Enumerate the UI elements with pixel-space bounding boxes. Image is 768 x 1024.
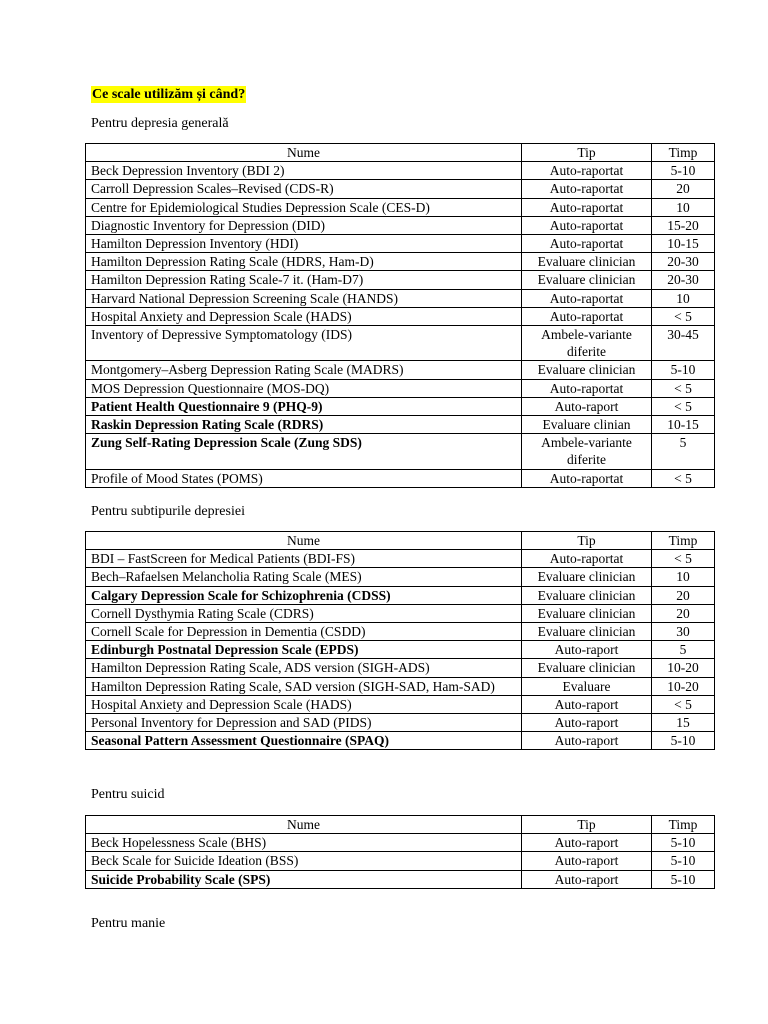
document-title: Ce scale utilizăm și când? <box>92 87 246 102</box>
scale-time-cell: 10-15 <box>652 416 715 434</box>
scale-time-cell: 5-10 <box>652 834 715 852</box>
table-row <box>86 604 715 622</box>
scale-time-cell: 10-20 <box>652 659 715 677</box>
scale-name-cell: BDI – FastScreen for Medical Patients (BDI-FS) <box>86 550 522 568</box>
scale-name-cell: Hamilton Depression Rating Scale, ADS version (SIGH-ADS) <box>86 659 522 677</box>
scale-time-cell: 15 <box>652 714 715 732</box>
section-heading-general-depression: Pentru depresia generală <box>91 116 229 131</box>
scale-name-cell: Inventory of Depressive Symptomatology (IDS) <box>86 326 522 361</box>
scale-time-cell: 5 <box>652 641 715 659</box>
table-row <box>86 162 715 180</box>
table-row <box>86 235 715 253</box>
scale-time-cell: 10-20 <box>652 677 715 695</box>
scale-name-cell: Calgary Depression Scale for Schizophrenia (CDSS) <box>86 586 522 604</box>
scale-name-cell: Diagnostic Inventory for Depression (DID) <box>86 216 522 234</box>
table-depression-subtypes <box>85 531 715 750</box>
column-header-timp: Timp <box>652 816 715 834</box>
table-row <box>86 568 715 586</box>
table-row <box>86 434 715 469</box>
section-heading-mania: Pentru manie <box>91 916 166 931</box>
scale-time-cell: 30 <box>652 623 715 641</box>
scale-time-cell: < 5 <box>652 550 715 568</box>
column-header-name: Nume <box>86 144 522 162</box>
scale-type-cell: Auto-raport <box>522 397 652 415</box>
scale-name-cell: Profile of Mood States (POMS) <box>86 469 522 487</box>
scale-name-cell: Hospital Anxiety and Depression Scale (HADS) <box>86 695 522 713</box>
table-row <box>86 586 715 604</box>
scale-type-cell: Auto-raport <box>522 695 652 713</box>
scale-type-cell: Evaluare clinician <box>522 361 652 379</box>
scale-type-cell: Evaluare clinician <box>522 253 652 271</box>
table-row <box>86 416 715 434</box>
scale-type-cell: Auto-raportat <box>522 289 652 307</box>
scale-time-cell: < 5 <box>652 695 715 713</box>
table-header-row <box>86 144 715 162</box>
scale-name-cell: Hamilton Depression Rating Scale (HDRS, Ham-D) <box>86 253 522 271</box>
column-header-timp: Timp <box>652 144 715 162</box>
scale-name-cell: Seasonal Pattern Assessment Questionnaire (SPAQ) <box>86 732 522 750</box>
table-general-depression <box>85 143 715 488</box>
scale-type-cell: Evaluare clinician <box>522 586 652 604</box>
scale-time-cell: 5 <box>652 434 715 469</box>
column-header-name: Nume <box>86 816 522 834</box>
scale-name-cell: Suicide Probability Scale (SPS) <box>86 870 522 888</box>
scale-name-cell: Beck Depression Inventory (BDI 2) <box>86 162 522 180</box>
scale-type-cell: Auto-raport <box>522 714 652 732</box>
table-header-row <box>86 816 715 834</box>
scale-name-cell: Harvard National Depression Screening Scale (HANDS) <box>86 289 522 307</box>
scale-time-cell: 5-10 <box>652 162 715 180</box>
scale-time-cell: 20-30 <box>652 271 715 289</box>
table-row <box>86 379 715 397</box>
table-row <box>86 677 715 695</box>
scale-type-cell: Auto-raportat <box>522 235 652 253</box>
scale-time-cell: 10 <box>652 289 715 307</box>
scale-name-cell: Carroll Depression Scales–Revised (CDS-R) <box>86 180 522 198</box>
table-suicide <box>85 815 715 889</box>
table-row <box>86 732 715 750</box>
scale-time-cell: 5-10 <box>652 361 715 379</box>
table-row <box>86 216 715 234</box>
scale-type-cell: Evaluare clinician <box>522 568 652 586</box>
table-row <box>86 326 715 361</box>
scale-time-cell: < 5 <box>652 379 715 397</box>
scale-type-cell: Ambele-variante diferite <box>522 434 652 469</box>
scale-type-cell: Auto-raport <box>522 870 652 888</box>
scale-type-cell: Evaluare clinician <box>522 271 652 289</box>
table-row <box>86 289 715 307</box>
table-row <box>86 834 715 852</box>
section-heading-suicide: Pentru suicid <box>91 787 165 802</box>
scale-name-cell: Raskin Depression Rating Scale (RDRS) <box>86 416 522 434</box>
scale-type-cell: Evaluare clinician <box>522 604 652 622</box>
scale-time-cell: 20 <box>652 604 715 622</box>
scale-time-cell: 5-10 <box>652 870 715 888</box>
table-row <box>86 361 715 379</box>
scale-type-cell: Evaluare clinician <box>522 659 652 677</box>
scale-time-cell: 30-45 <box>652 326 715 361</box>
table-row <box>86 198 715 216</box>
scale-type-cell: Evaluare clinician <box>522 623 652 641</box>
table-row <box>86 271 715 289</box>
scale-time-cell: 10 <box>652 568 715 586</box>
scale-time-cell: 5-10 <box>652 852 715 870</box>
scale-type-cell: Auto-raportat <box>522 469 652 487</box>
table-row <box>86 397 715 415</box>
scale-name-cell: Hamilton Depression Inventory (HDI) <box>86 235 522 253</box>
table-row <box>86 469 715 487</box>
column-header-tip: Tip <box>522 816 652 834</box>
scale-name-cell: Bech–Rafaelsen Melancholia Rating Scale (MES) <box>86 568 522 586</box>
scale-time-cell: 20 <box>652 180 715 198</box>
scale-time-cell: 5-10 <box>652 732 715 750</box>
table-row <box>86 659 715 677</box>
scale-name-cell: Edinburgh Postnatal Depression Scale (EPDS) <box>86 641 522 659</box>
scale-time-cell: < 5 <box>652 307 715 325</box>
scale-type-cell: Auto-raportat <box>522 216 652 234</box>
table-row <box>86 253 715 271</box>
scale-name-cell: Hospital Anxiety and Depression Scale (HADS) <box>86 307 522 325</box>
scale-type-cell: Auto-raport <box>522 834 652 852</box>
column-header-name: Nume <box>86 532 522 550</box>
scale-time-cell: < 5 <box>652 469 715 487</box>
scale-name-cell: Beck Hopelessness Scale (BHS) <box>86 834 522 852</box>
column-header-tip: Tip <box>522 144 652 162</box>
scale-type-cell: Evaluare <box>522 677 652 695</box>
column-header-timp: Timp <box>652 532 715 550</box>
scale-name-cell: Patient Health Questionnaire 9 (PHQ-9) <box>86 397 522 415</box>
scale-name-cell: Cornell Dysthymia Rating Scale (CDRS) <box>86 604 522 622</box>
scale-type-cell: Auto-raport <box>522 852 652 870</box>
table-row <box>86 695 715 713</box>
table-row <box>86 550 715 568</box>
table-row <box>86 641 715 659</box>
scale-type-cell: Auto-raport <box>522 641 652 659</box>
section-heading-depression-subtypes: Pentru subtipurile depresiei <box>91 504 245 519</box>
scale-name-cell: MOS Depression Questionnaire (MOS-DQ) <box>86 379 522 397</box>
scale-type-cell: Auto-raportat <box>522 198 652 216</box>
scale-type-cell: Auto-raportat <box>522 307 652 325</box>
scale-time-cell: 15-20 <box>652 216 715 234</box>
scale-type-cell: Auto-raportat <box>522 550 652 568</box>
scale-name-cell: Hamilton Depression Rating Scale, SAD version (SIGH-SAD, Ham-SAD) <box>86 677 522 695</box>
scale-name-cell: Montgomery–Asberg Depression Rating Scale (MADRS) <box>86 361 522 379</box>
scale-type-cell: Evaluare clinian <box>522 416 652 434</box>
scale-name-cell: Centre for Epidemiological Studies Depression Scale (CES-D) <box>86 198 522 216</box>
scale-time-cell: 20 <box>652 586 715 604</box>
table-row <box>86 714 715 732</box>
table-row <box>86 852 715 870</box>
column-header-tip: Tip <box>522 532 652 550</box>
scale-name-cell: Zung Self-Rating Depression Scale (Zung SDS) <box>86 434 522 469</box>
scale-time-cell: < 5 <box>652 397 715 415</box>
scale-type-cell: Auto-raportat <box>522 379 652 397</box>
scale-type-cell: Ambele-variante diferite <box>522 326 652 361</box>
scale-time-cell: 20-30 <box>652 253 715 271</box>
scale-name-cell: Personal Inventory for Depression and SAD (PIDS) <box>86 714 522 732</box>
table-row <box>86 307 715 325</box>
table-row <box>86 623 715 641</box>
scale-time-cell: 10-15 <box>652 235 715 253</box>
scale-time-cell: 10 <box>652 198 715 216</box>
scale-name-cell: Hamilton Depression Rating Scale-7 it. (Ham-D7) <box>86 271 522 289</box>
table-row <box>86 180 715 198</box>
scale-type-cell: Auto-raport <box>522 732 652 750</box>
scale-type-cell: Auto-raportat <box>522 180 652 198</box>
scale-name-cell: Beck Scale for Suicide Ideation (BSS) <box>86 852 522 870</box>
scale-name-cell: Cornell Scale for Depression in Dementia (CSDD) <box>86 623 522 641</box>
table-row <box>86 870 715 888</box>
scale-type-cell: Auto-raportat <box>522 162 652 180</box>
table-header-row <box>86 532 715 550</box>
